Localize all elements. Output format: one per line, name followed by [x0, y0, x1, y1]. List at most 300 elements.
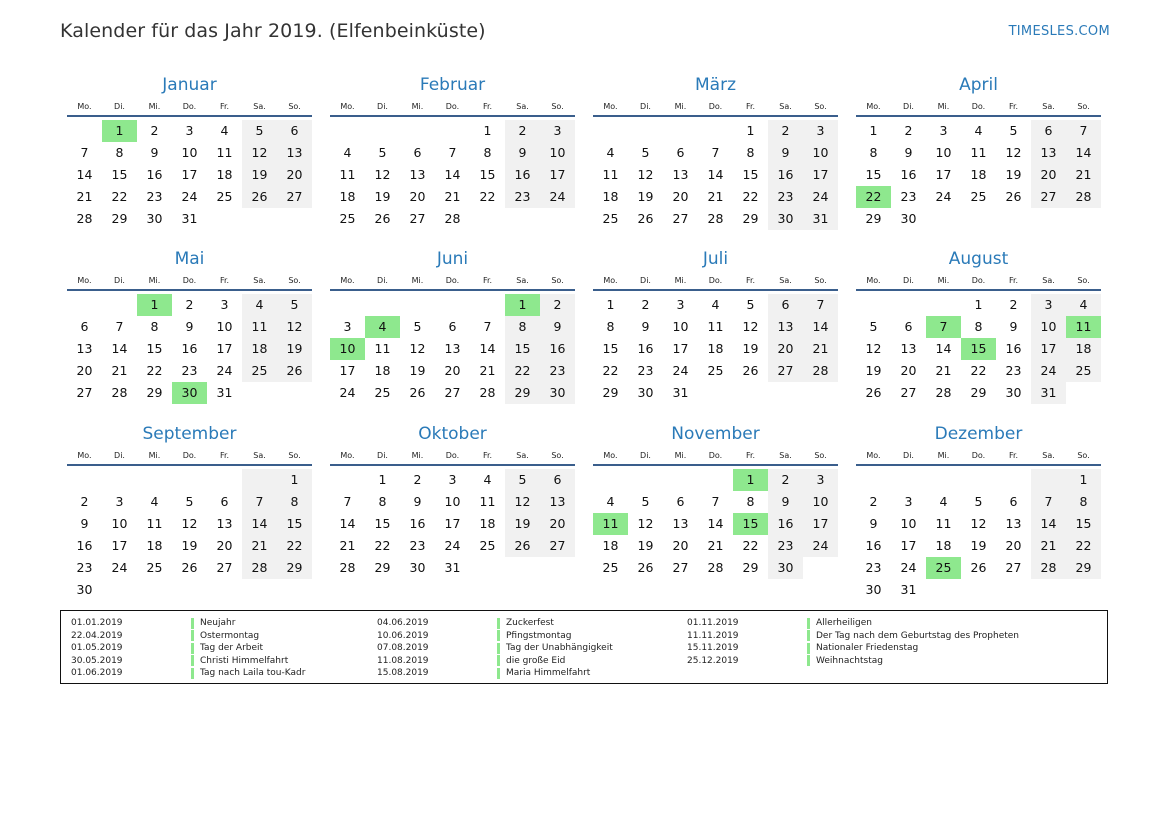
day-cell: 9: [768, 491, 803, 513]
day-grid: [593, 294, 838, 404]
empty-cell: [698, 120, 733, 142]
day-cell: 30: [768, 557, 803, 579]
weekday-label: Do.: [708, 101, 723, 111]
weekday-label: So.: [1077, 275, 1090, 285]
day-cell: 3: [185, 123, 194, 138]
month-name: Dezember: [934, 424, 1023, 444]
day-cell: 31: [803, 208, 838, 230]
weekday-header: [856, 97, 1101, 117]
day-cell: 16: [181, 341, 198, 356]
holiday-marker: [497, 668, 500, 679]
day-cell: 12: [1005, 145, 1022, 160]
day-cell: 31: [444, 560, 461, 575]
day-cell: 4: [220, 123, 229, 138]
empty-cell: [505, 557, 540, 579]
empty-cell: [926, 208, 961, 230]
empty-cell: [242, 208, 277, 230]
empty-cell: [1066, 579, 1101, 601]
holiday-date: 01.06.2019: [71, 668, 123, 679]
holiday-name: Christi Himmelfahrt: [200, 655, 289, 666]
day-cell: 16: [1005, 341, 1022, 356]
empty-cell: [891, 469, 926, 491]
day-cell: 21: [339, 538, 356, 553]
day-cell: 27: [277, 186, 312, 208]
holiday-date: 11.11.2019: [687, 630, 739, 641]
weekday-label: Di.: [377, 450, 388, 460]
weekday-label: Mi.: [937, 101, 950, 111]
day-cell: 1: [606, 297, 615, 312]
empty-cell: [330, 469, 365, 491]
weekday-label: Fr.: [745, 101, 756, 111]
weekday-label: So.: [814, 101, 827, 111]
empty-cell: [1066, 382, 1101, 404]
holiday-marker: [191, 618, 194, 629]
day-cell: 5: [378, 145, 387, 160]
month-name: April: [959, 75, 998, 95]
day-cell: 1: [102, 120, 137, 142]
weekday-label: Mo.: [340, 450, 355, 460]
day-cell: 11: [339, 167, 356, 182]
empty-cell: [242, 469, 277, 491]
day-cell: 29: [865, 211, 882, 226]
day-cell: 19: [181, 538, 198, 553]
day-cell: 31: [672, 385, 689, 400]
day-cell: 24: [672, 363, 689, 378]
weekday-label: Mi.: [411, 101, 424, 111]
day-cell: 12: [637, 167, 654, 182]
month-0: [67, 73, 312, 230]
brand-link[interactable]: TIMESLES.COM: [1008, 24, 1110, 39]
holiday-marker: [807, 630, 810, 641]
day-cell: 22: [146, 363, 163, 378]
day-cell: 29: [277, 557, 312, 579]
day-cell: 22: [602, 363, 619, 378]
day-cell: 2: [80, 494, 89, 509]
month-11: [856, 422, 1101, 601]
day-cell: 4: [606, 145, 615, 160]
day-cell: 17: [216, 341, 233, 356]
day-cell: 13: [1031, 142, 1066, 164]
weekday-label: Fr.: [745, 275, 756, 285]
empty-cell: [1031, 208, 1066, 230]
weekday-label: So.: [814, 275, 827, 285]
day-cell: 7: [80, 145, 89, 160]
empty-cell: [137, 579, 172, 601]
day-cell: 14: [1031, 513, 1066, 535]
day-cell: 27: [216, 560, 233, 575]
empty-cell: [891, 294, 926, 316]
empty-cell: [856, 294, 891, 316]
day-grid: [330, 294, 575, 404]
empty-cell: [242, 382, 277, 404]
weekday-label: Di.: [377, 275, 388, 285]
day-cell: 24: [540, 186, 575, 208]
day-cell: 9: [904, 145, 913, 160]
day-cell: 11: [935, 516, 952, 531]
weekday-label: Di.: [903, 101, 914, 111]
day-cell: 2: [768, 469, 803, 491]
day-cell: 25: [707, 363, 724, 378]
day-cell: 28: [1031, 557, 1066, 579]
weekday-label: Sa.: [516, 450, 529, 460]
day-cell: 8: [483, 145, 492, 160]
day-cell: 23: [637, 363, 654, 378]
day-cell: 18: [707, 341, 724, 356]
day-grid: [67, 469, 312, 601]
holiday-row: [377, 642, 613, 655]
weekday-label: Fr.: [219, 101, 230, 111]
weekday-label: Do.: [971, 101, 986, 111]
day-cell: 16: [900, 167, 917, 182]
day-cell: 11: [374, 341, 391, 356]
day-cell: 29: [742, 211, 759, 226]
day-cell: 25: [146, 560, 163, 575]
empty-cell: [1031, 469, 1066, 491]
day-cell: 1: [277, 469, 312, 491]
day-cell: 6: [904, 319, 913, 334]
day-cell: 31: [181, 211, 198, 226]
month-1: [330, 73, 575, 230]
day-cell: 21: [76, 189, 93, 204]
day-cell: 8: [277, 491, 312, 513]
day-cell: 21: [111, 363, 128, 378]
weekday-label: Sa.: [1042, 450, 1055, 460]
day-cell: 6: [277, 120, 312, 142]
weekday-label: Do.: [182, 101, 197, 111]
empty-cell: [67, 120, 102, 142]
weekday-header: [67, 446, 312, 466]
holiday-marker: [497, 655, 500, 666]
weekday-label: Mo.: [77, 101, 92, 111]
day-cell: 1: [483, 123, 492, 138]
day-cell: 3: [803, 469, 838, 491]
day-cell: 29: [146, 385, 163, 400]
empty-cell: [803, 382, 838, 404]
day-cell: 14: [707, 516, 724, 531]
empty-cell: [926, 579, 961, 601]
day-cell: 8: [746, 494, 755, 509]
day-cell: 1: [869, 123, 878, 138]
day-cell: 31: [900, 582, 917, 597]
weekday-header: [593, 446, 838, 466]
day-cell: 12: [374, 167, 391, 182]
day-cell: 16: [505, 164, 540, 186]
day-cell: 5: [242, 120, 277, 142]
day-cell: 25: [479, 538, 496, 553]
empty-cell: [1066, 208, 1101, 230]
holiday-date: 01.11.2019: [687, 618, 739, 629]
day-cell: 18: [970, 167, 987, 182]
day-cell: 18: [146, 538, 163, 553]
holiday-name: Tag der Unabhängigkeit: [506, 643, 613, 654]
weekday-label: Mi.: [674, 275, 687, 285]
day-cell: 28: [803, 360, 838, 382]
empty-cell: [172, 579, 207, 601]
holiday-date: 04.06.2019: [377, 618, 429, 629]
day-grid: [67, 120, 312, 230]
day-cell: 17: [935, 167, 952, 182]
day-cell: 30: [637, 385, 654, 400]
day-cell: 10: [444, 494, 461, 509]
holiday-row: [377, 630, 613, 643]
day-cell: 28: [111, 385, 128, 400]
weekday-label: Mo.: [866, 101, 881, 111]
day-cell: 10: [672, 319, 689, 334]
day-cell: 20: [1005, 538, 1022, 553]
day-cell: 5: [185, 494, 194, 509]
day-cell: 14: [111, 341, 128, 356]
day-cell: 6: [448, 319, 457, 334]
day-cell: 21: [707, 538, 724, 553]
day-cell: 30: [172, 382, 207, 404]
weekday-label: Sa.: [516, 101, 529, 111]
day-cell: 2: [904, 123, 913, 138]
empty-cell: [593, 469, 628, 491]
day-cell: 15: [865, 167, 882, 182]
day-cell: 18: [242, 338, 277, 360]
empty-cell: [628, 469, 663, 491]
day-cell: 10: [111, 516, 128, 531]
day-cell: 21: [803, 338, 838, 360]
day-cell: 1: [137, 294, 172, 316]
day-cell: 28: [339, 560, 356, 575]
weekday-header: [593, 271, 838, 291]
day-cell: 30: [146, 211, 163, 226]
empty-cell: [470, 208, 505, 230]
day-cell: 19: [409, 363, 426, 378]
day-cell: 15: [479, 167, 496, 182]
weekday-label: Mo.: [866, 450, 881, 460]
day-cell: 28: [479, 385, 496, 400]
day-cell: 13: [277, 142, 312, 164]
day-cell: 5: [641, 494, 650, 509]
day-cell: 4: [974, 123, 983, 138]
weekday-label: Mi.: [148, 101, 161, 111]
day-cell: 24: [111, 560, 128, 575]
day-cell: 27: [444, 385, 461, 400]
day-cell: 26: [242, 186, 277, 208]
day-cell: 4: [939, 494, 948, 509]
weekday-label: Di.: [114, 101, 125, 111]
weekday-label: Do.: [708, 450, 723, 460]
holiday-name: Allerheiligen: [816, 618, 872, 629]
weekday-header: [593, 97, 838, 117]
day-cell: 26: [742, 363, 759, 378]
holiday-marker: [191, 668, 194, 679]
day-cell: 7: [1031, 491, 1066, 513]
day-cell: 9: [869, 516, 878, 531]
holiday-row: [71, 630, 305, 643]
day-cell: 2: [413, 472, 422, 487]
day-cell: 19: [1005, 167, 1022, 182]
day-cell: 26: [637, 211, 654, 226]
day-cell: 10: [330, 338, 365, 360]
day-cell: 16: [540, 338, 575, 360]
day-cell: 4: [711, 297, 720, 312]
day-cell: 15: [374, 516, 391, 531]
weekday-label: Mo.: [603, 275, 618, 285]
weekday-label: Sa.: [1042, 101, 1055, 111]
holiday-row: [71, 667, 305, 680]
holiday-name: Pfingstmontag: [506, 630, 572, 641]
day-cell: 17: [339, 363, 356, 378]
empty-cell: [172, 469, 207, 491]
day-cell: 24: [181, 189, 198, 204]
weekday-label: Fr.: [482, 275, 493, 285]
day-cell: 7: [926, 316, 961, 338]
day-cell: 23: [1005, 363, 1022, 378]
day-cell: 21: [935, 363, 952, 378]
day-cell: 31: [1031, 382, 1066, 404]
month-8: [67, 422, 312, 601]
holiday-date: 01.05.2019: [71, 643, 123, 654]
day-cell: 17: [672, 341, 689, 356]
holiday-row: [377, 617, 613, 630]
day-cell: 28: [242, 557, 277, 579]
weekday-label: Fr.: [1008, 275, 1019, 285]
day-cell: 19: [374, 189, 391, 204]
day-cell: 5: [413, 319, 422, 334]
day-cell: 2: [869, 494, 878, 509]
day-cell: 8: [606, 319, 615, 334]
weekday-header: [330, 97, 575, 117]
day-cell: 20: [216, 538, 233, 553]
day-cell: 7: [1066, 120, 1101, 142]
holiday-date: 10.06.2019: [377, 630, 429, 641]
day-cell: 23: [181, 363, 198, 378]
holiday-row: [687, 655, 1019, 668]
day-cell: 14: [242, 513, 277, 535]
day-cell: 3: [676, 297, 685, 312]
day-cell: 14: [339, 516, 356, 531]
day-cell: 29: [970, 385, 987, 400]
day-cell: 15: [505, 338, 540, 360]
day-cell: 8: [150, 319, 159, 334]
empty-cell: [277, 382, 312, 404]
day-cell: 5: [974, 494, 983, 509]
empty-cell: [628, 120, 663, 142]
day-cell: 8: [378, 494, 387, 509]
holiday-date: 11.08.2019: [377, 655, 429, 666]
day-cell: 22: [856, 186, 891, 208]
day-cell: 1: [733, 469, 768, 491]
weekday-label: So.: [288, 101, 301, 111]
day-cell: 4: [365, 316, 400, 338]
day-cell: 25: [602, 560, 619, 575]
empty-cell: [207, 579, 242, 601]
empty-cell: [435, 294, 470, 316]
weekday-label: Mo.: [340, 275, 355, 285]
weekday-header: [67, 271, 312, 291]
day-cell: 22: [111, 189, 128, 204]
day-cell: 6: [540, 469, 575, 491]
day-cell: 29: [374, 560, 391, 575]
day-cell: 16: [146, 167, 163, 182]
day-cell: 21: [444, 189, 461, 204]
day-cell: 19: [277, 338, 312, 360]
empty-cell: [277, 579, 312, 601]
day-grid: [856, 120, 1101, 230]
day-cell: 27: [76, 385, 93, 400]
holiday-name: Zuckerfest: [506, 618, 554, 629]
day-cell: 4: [483, 472, 492, 487]
month-10: [593, 422, 838, 579]
day-cell: 26: [409, 385, 426, 400]
day-cell: 14: [935, 341, 952, 356]
holiday-legend: [60, 610, 1108, 684]
day-cell: 18: [374, 363, 391, 378]
month-name: September: [142, 424, 237, 444]
empty-cell: [768, 382, 803, 404]
day-cell: 13: [444, 341, 461, 356]
holiday-column: [71, 617, 305, 680]
day-cell: 11: [593, 513, 628, 535]
weekday-label: Di.: [377, 101, 388, 111]
day-cell: 13: [1005, 516, 1022, 531]
month-4: [67, 247, 312, 404]
holiday-name: die große Eid: [506, 655, 566, 666]
holiday-name: Tag nach Laila tou-Kadr: [200, 668, 306, 679]
day-cell: 27: [409, 211, 426, 226]
weekday-label: Mi.: [148, 275, 161, 285]
day-cell: 8: [974, 319, 983, 334]
day-cell: 30: [1005, 385, 1022, 400]
day-grid: [330, 469, 575, 579]
day-cell: 23: [409, 538, 426, 553]
holiday-date: 15.08.2019: [377, 668, 429, 679]
day-cell: 15: [277, 513, 312, 535]
day-cell: 17: [803, 164, 838, 186]
weekday-label: Di.: [114, 275, 125, 285]
day-grid: [856, 294, 1101, 404]
weekday-label: Do.: [971, 450, 986, 460]
day-cell: 18: [479, 516, 496, 531]
day-cell: 9: [641, 319, 650, 334]
empty-cell: [803, 557, 838, 579]
empty-cell: [102, 469, 137, 491]
day-cell: 5: [746, 297, 755, 312]
day-cell: 20: [76, 363, 93, 378]
weekday-label: So.: [1077, 450, 1090, 460]
day-cell: 3: [939, 123, 948, 138]
day-cell: 23: [900, 189, 917, 204]
day-cell: 17: [540, 164, 575, 186]
day-cell: 7: [242, 491, 277, 513]
month-name: November: [671, 424, 760, 444]
weekday-label: Do.: [445, 450, 460, 460]
weekday-label: So.: [1077, 101, 1090, 111]
day-cell: 25: [970, 189, 987, 204]
holiday-marker: [807, 655, 810, 666]
day-cell: 24: [216, 363, 233, 378]
day-cell: 26: [505, 535, 540, 557]
weekday-header: [856, 446, 1101, 466]
weekday-label: Di.: [640, 101, 651, 111]
day-cell: 8: [505, 316, 540, 338]
empty-cell: [996, 469, 1031, 491]
holiday-row: [71, 617, 305, 630]
day-cell: 26: [970, 560, 987, 575]
day-cell: 21: [1066, 164, 1101, 186]
day-grid: [330, 120, 575, 230]
day-cell: 18: [602, 189, 619, 204]
holiday-marker: [807, 643, 810, 654]
day-cell: 30: [540, 382, 575, 404]
day-cell: 7: [711, 145, 720, 160]
day-cell: 9: [413, 494, 422, 509]
day-cell: 12: [277, 316, 312, 338]
day-cell: 25: [1066, 360, 1101, 382]
